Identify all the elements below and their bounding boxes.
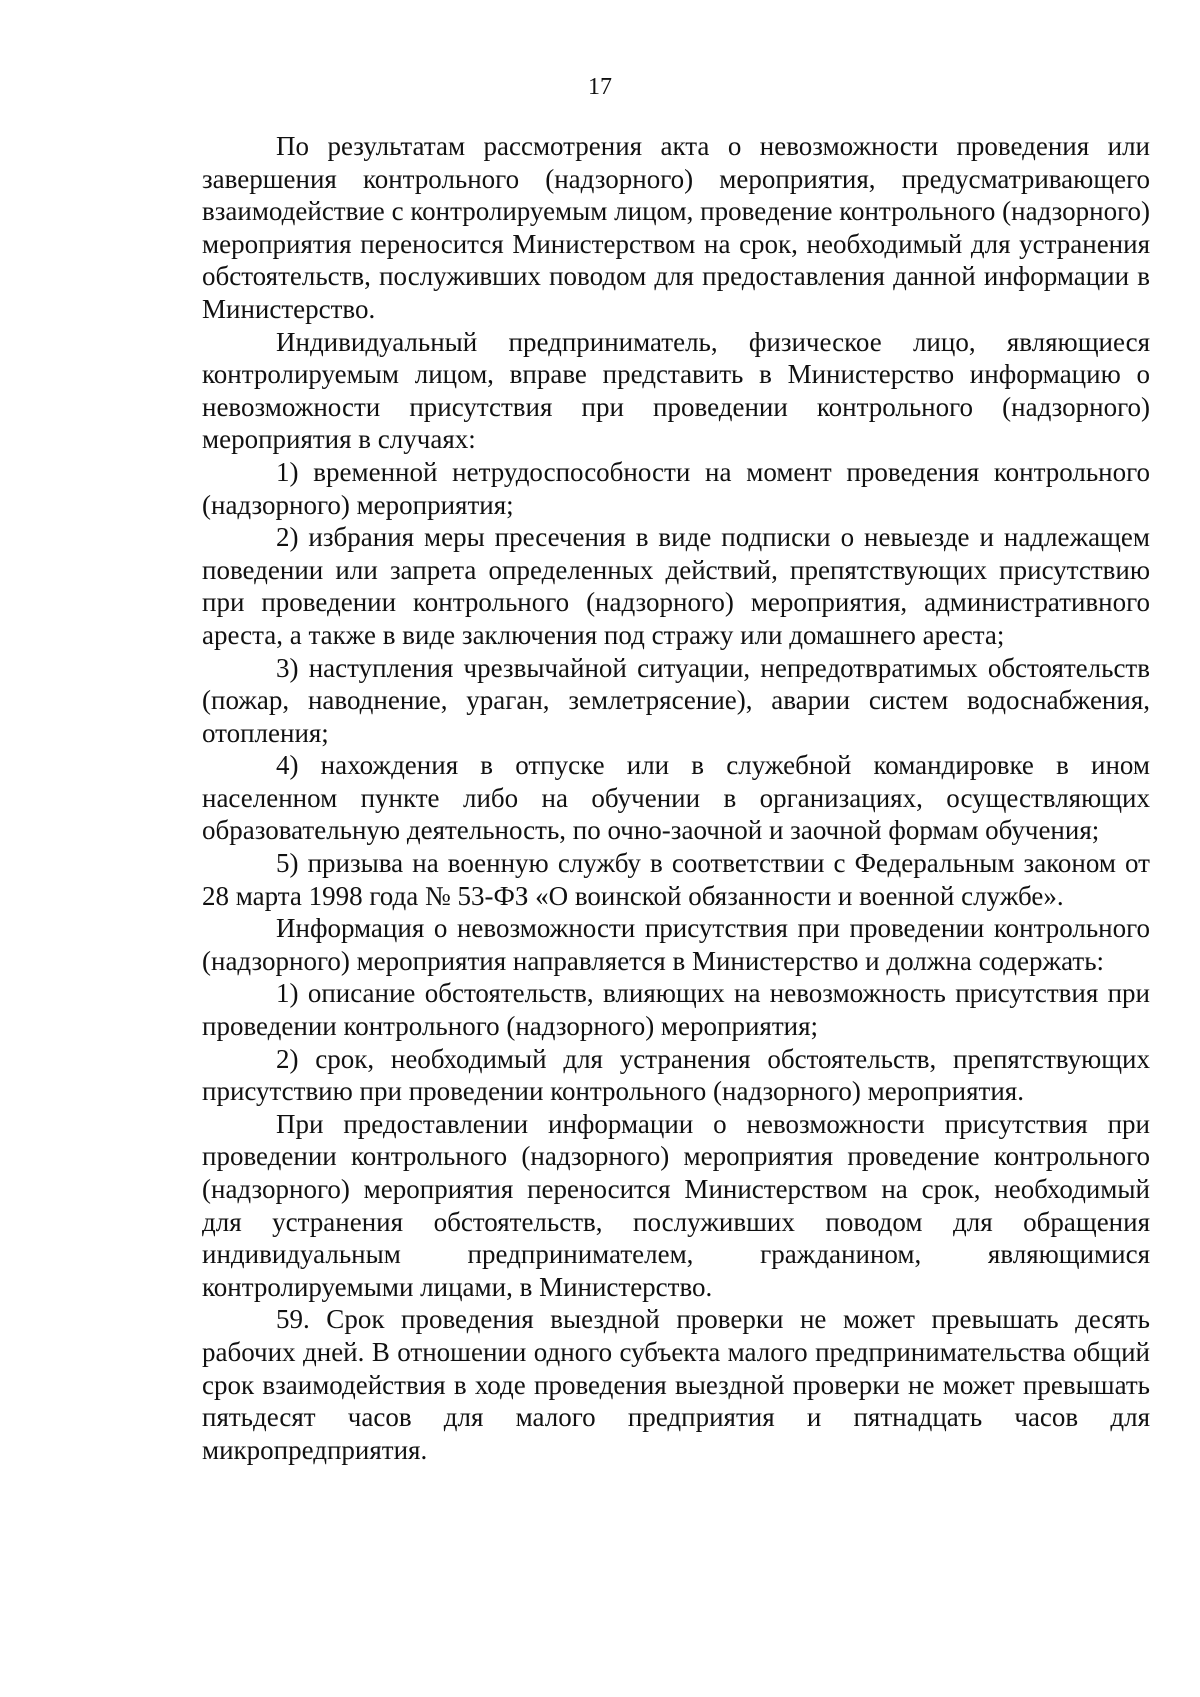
page-number: 17 xyxy=(588,74,612,100)
paragraph-clause-59: 59. Срок проведения выездной проверки не может превышать десять рабочих дней. В отношении одного субъекта малого предпринимательства общий срок взаимодействия в ходе проведения выездной проверки не может превышать пятьдесят часов для малого предприятия и пятнадцать часов для микропредприятия. xyxy=(202,1304,1150,1465)
list-item-temporary-disability: 1) временной нетрудоспособности на момент проведения контрольного (надзорного) мероприятия; xyxy=(202,456,1150,520)
list-item-description-of-circumstances: 1) описание обстоятельств, влияющих на невозможность присутствия при проведении контрольного (надзорного) мероприятия; xyxy=(202,978,1150,1042)
list-item-emergency: 3) наступления чрезвычайной ситуации, непредотвратимых обстоятельств (пожар, наводнение, ураган, землетрясение), аварии систем водоснабжения, отопления; xyxy=(202,652,1150,748)
document-body xyxy=(202,130,1150,1466)
list-item-military-service: 5) призыва на военную службу в соответствии с Федеральным законом от 28 марта 1998 года № 53-ФЗ «О воинской обязанности и военной службе». xyxy=(202,848,1150,911)
list-item-vacation-or-trip: 4) нахождения в отпуске или в служебной командировке в ином населенном пункте либо на обучении в организациях, осуществляющих образовательную деятельность, по очно-заочной и заочной формам обучения; xyxy=(202,750,1150,846)
paragraph-information-content: Информация о невозможности присутствия при проведении контрольного (надзорного) мероприятия направляется в Министерство и должна содержать: xyxy=(202,913,1150,976)
list-item-preventive-measure: 2) избрания меры пресечения в виде подписки о невыезде и надлежащем поведении или запрета определенных действий, препятствующих присутствию при проведении контрольного (надзорного) мероприятия, административного ареста, а также в виде заключения под стражу или домашнего ареста; xyxy=(202,522,1150,650)
paragraph-postponement-by-information: При предоставлении информации о невозможности присутствия при проведении контрольного (надзорного) мероприятия проведение контрольного (надзорного) мероприятия переносится Министерством на срок, необходимый для устранения обстоятельств, послуживших поводом для обращения индивидуальным предпринимателем, гражданином, являющимися контролируемыми лицами, в Министерство. xyxy=(202,1108,1150,1302)
list-item-required-term: 2) срок, необходимый для устранения обстоятельств, препятствующих присутствию при проведении контрольного (надзорного) мероприятия. xyxy=(202,1043,1150,1107)
paragraph-right-to-inform: Индивидуальный предприниматель, физическое лицо, являющиеся контролируемым лицом, вправе представить в Министерство информацию о невозможности присутствия при проведении контрольного (надзорного) мероприятия в случаях: xyxy=(202,326,1150,455)
paragraph-postponement-by-act: По результатам рассмотрения акта о невозможности проведения или завершения контрольного (надзорного) мероприятия, предусматривающего взаимодействие с контролируемым лицом, проведение контрольного (надзорного) мероприятия переносится Министерством на срок, необходимый для устранения обстоятельств, послуживших поводом для предоставления данной информации в Министерство. xyxy=(202,131,1150,324)
